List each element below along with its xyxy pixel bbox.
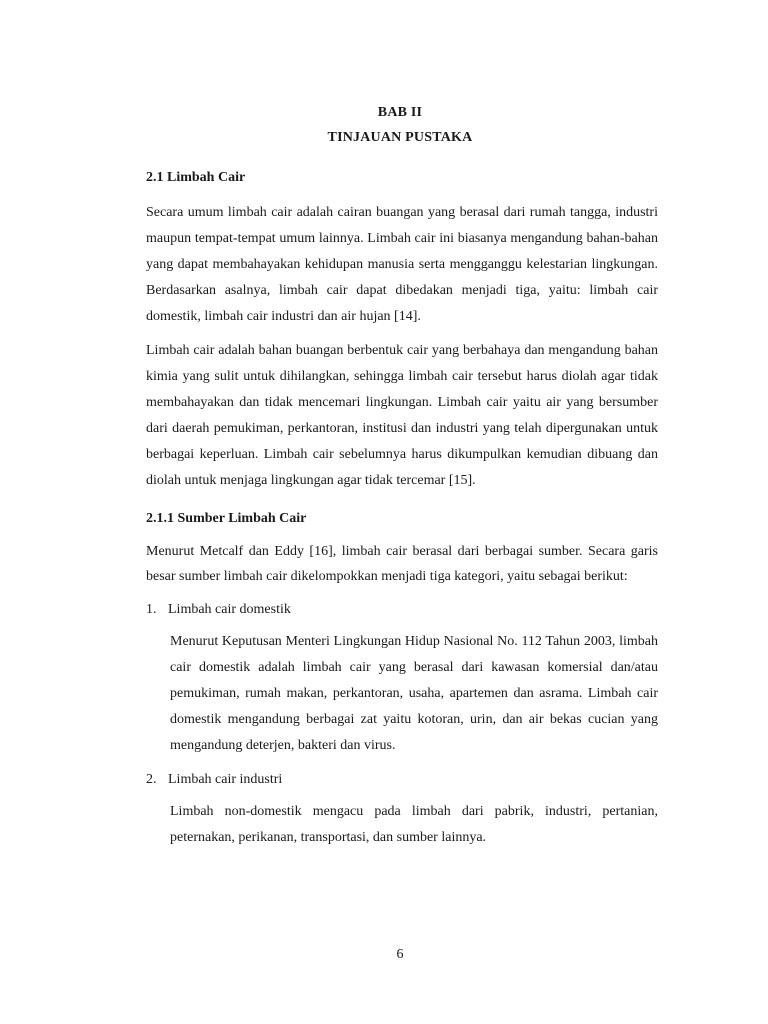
page-number: 6 [396,947,404,962]
paragraph: Menurut Keputusan Menteri Lingkungan Hidup Nasional No. 112 Tahun 2003, limbah cair domestik adalah limbah cair yang berasal dari kawasan komersial dan/atau pemukiman, rumah makan, perkantoran, usaha, apartemen dan asrama. Limbah cair domestik mengandung berbagai zat yaitu kotoran, urin, dan air bekas cucian yang mengandung deterjen, bakteri dan virus. [170,634,658,753]
list-item [146,597,658,623]
paragraph: Secara umum limbah cair adalah cairan buangan yang berasal dari rumah tangga, industri maupun tempat-tempat umum lainnya. Limbah cair ini biasanya mengandung bahan-bahan yang dapat membahayakan kehidupan manusia serta mengganggu kelestarian lingkungan. Berdasarkan asalnya, limbah cair dapat dibedakan menjadi tiga, yaitu: limbah cair domestik, limbah cair industri dan air hujan [14]. [146,205,658,324]
paragraph: Menurut Metcalf dan Eddy [16], limbah cair berasal dari berbagai sumber. Secara garis besar sumber limbah cair dikelompokkan menjadi tiga kategori, yaitu sebagai berikut: [146,544,658,584]
list-number: 1. [146,602,157,617]
list-label: Limbah cair industri [168,772,283,787]
list-item-body [170,799,658,851]
chapter-number: BAB II [377,105,423,120]
subsection-heading: 2.1.1 Sumber Limbah Cair [146,511,307,526]
list-item-body [170,629,658,759]
chapter-title: TINJAUAN PUSTAKA [327,130,473,145]
paragraph: Limbah cair adalah bahan buangan berbentuk cair yang berbahaya dan mengandung bahan kimia yang sulit untuk dihilangkan, sehingga limbah cair tersebut harus diolah agar tidak membahayakan dan tidak mencemari lingkungan. Limbah cair yaitu air yang bersumber dari daerah pemukiman, perkantoran, institusi dan industri yang telah dipergunakan untuk berbagai keperluan. Limbah cair sebelumnya harus dikumpulkan kemudian dibuang dan diolah untuk menjaga lingkungan agar tidak tercemar [15]. [146,343,658,488]
list-number: 2. [146,772,157,787]
list-item [146,767,658,793]
page-content [146,167,658,859]
list-label: Limbah cair domestik [168,602,291,617]
section-heading: 2.1 Limbah Cair [146,170,246,185]
paragraph: Limbah non-domestik mengacu pada limbah dari pabrik, industri, pertanian, peternakan, perikanan, transportasi, dan sumber lainnya. [170,804,658,845]
